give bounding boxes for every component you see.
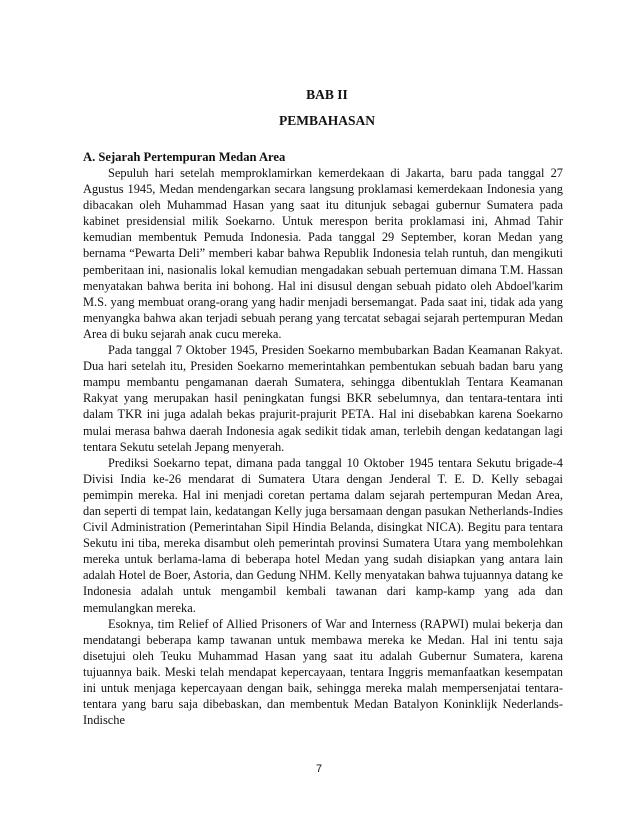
paragraph: Pada tanggal 7 Oktober 1945, Presiden Soekarno membubarkan Badan Keamanan Rakyat. Dua hari setelah itu, Presiden Soekarno memerintahkan pembentukan sebuah badan baru yang mampu membantu pengamanan daerah Sumatera, sehingga dibentuklah Tentara Keamanan Rakyat yang merupakan hasil peningkatan fungsi BKR sebelumnya, dan tentara-tentara inti dalam TKR ini juga adalah bekas prajurit-prajurit PETA. Hal ini disebabkan karena Soekarno mulai merasa bahwa daerah Indonesia agak sedikit tidak aman, terlebih dengan kedatangan lagi tentara Sekutu setelah Jepang menyerah. (83, 343, 563, 454)
page-number: 7 (315, 763, 323, 775)
section-heading: A. Sejarah Pertempuran Medan Area (83, 150, 286, 164)
paragraph: Sepuluh hari setelah memproklamirkan kemerdekaan di Jakarta, baru pada tanggal 27 Agustus 1945, Medan mendengarkan secara langsung proklamasi kemerdekaan Indonesia yang dibacakan oleh Muhammad Hasan yang saat itu ditunjuk sebagai gubernur Sumatera pada kabinet presidensial milik Soekarno. Untuk merespon berita proklamasi ini, Ahmad Tahir kemudian membentuk Pemuda Indonesia. Pada tanggal 29 September, koran Medan yang bernama “Pewarta Deli” memberi kabar bahwa Republik Indonesia telah runtuh, dan mengikuti pemberitaan ini, nasionalis lokal kemudian mengadakan sebuah pertemuan dimana T.M. Hassan menyatakan bahwa berita ini bohong. Hal ini disusul dengan sebuah pidato oleh Abdoel'karim M.S. yang membuat orang-orang yang hadir menjadi bersemangat. Pada saat ini, tidak ada yang menyangka bahwa akan terjadi sebuah perang yang tercatat sebagai sejarah pertempuran Medan Area di buku sejarah anak cucu mereka. (83, 166, 563, 341)
chapter-number: BAB II (306, 87, 348, 102)
paragraph: Esoknya, tim Relief of Allied Prisoners of War and Interness (RAPWI) mulai bekerja dan mendatangi beberapa kamp tawanan untuk membawa mereka ke Medan. Hal ini tentu saja disetujui oleh Teuku Muhammad Hasan yang saat itu adalah Gubernur Sumatera, karena tujuannya baik. Meski telah mendapat kepercayaan, tentara Inggris memanfaatkan kesempatan ini untuk menjaga kepercayaan dengan baik, sehingga mereka malah mempersenjatai tentara-tentara yang baru saja dibebaskan, dan membentuk Medan Batalyon Koninklijk Nederlands-Indische (83, 616, 563, 728)
chapter-title: PEMBAHASAN (278, 113, 375, 128)
paragraph: Prediksi Soekarno tepat, dimana pada tanggal 10 Oktober 1945 tentara Sekutu brigade-4 Divisi India ke-26 mendarat di Sumatera Utara dengan Jenderal T. E. D. Kelly sebagai pemimpin mereka. Hal ini menjadi coretan pertama dalam sejarah pertempuran Medan Area, dan seperti di tempat lain, kedatangan Kelly juga bersamaan dengan pasukan Netherlands-Indies Civil Administration (Pemerintahan Sipil Hindia Belanda, disingkat NICA). Begitu para tentara Sekutu ini tiba, mereka disambut oleh pemerintah provinsi Sumatera Utara yang membolehkan mereka untuk berlama-lama di beberapa hotel Medan yang sudah disiapkan yang antara lain adalah Hotel de Boer, Astoria, dan Gedung NHM. Kelly menyatakan bahwa tujuannya datang ke Indonesia adalah untuk mengambil kembali tawanan dari kamp-kamp yang ada dan memulangkan mereka. (83, 455, 563, 615)
body-text (83, 165, 563, 728)
